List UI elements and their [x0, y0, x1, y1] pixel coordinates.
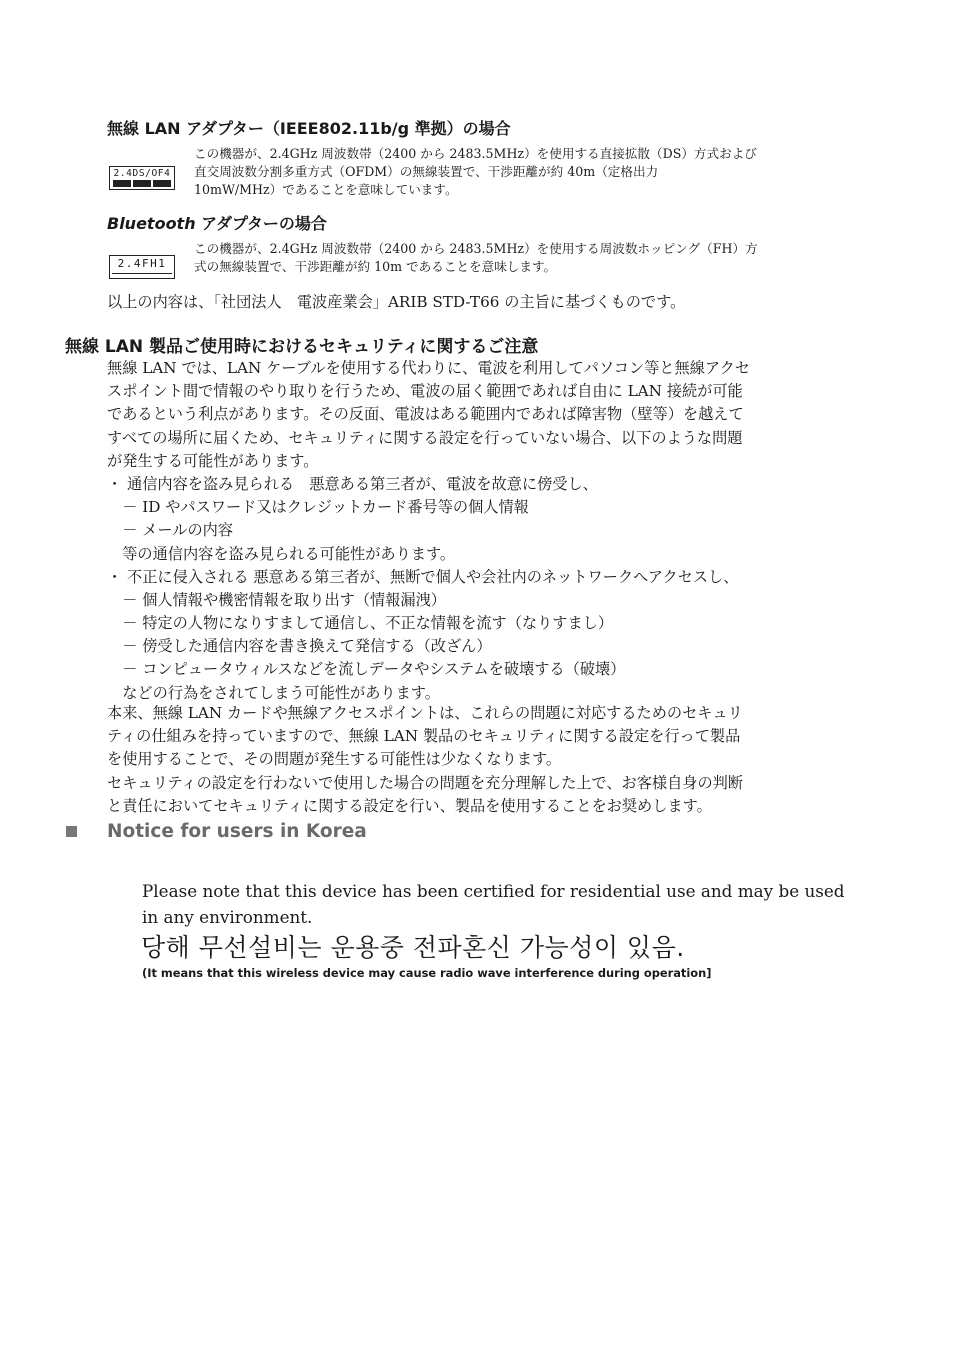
square-bullet-icon	[66, 826, 77, 837]
arib-note: 以上の内容は、「社団法人 電波産業会」ARIB STD-T66 の主旨に基づくものです。	[107, 293, 686, 311]
security-closing-line: 本来、無線 LAN カードや無線アクセスポイントは、これらの問題に対応するためのセキュリ	[107, 704, 743, 722]
wlan-heading: 無線 LAN アダプター（IEEE802.11b/g 準拠）の場合	[107, 119, 511, 138]
security-line: － 個人情報や機密情報を取り出す（情報漏洩）	[107, 590, 446, 609]
bluetooth-label-underline	[112, 273, 172, 275]
security-line: － ID やパスワード又はクレジットカード番号等の個人情報	[107, 498, 529, 517]
security-line: などの行為をされてしまう可能性があります。	[107, 683, 440, 702]
bluetooth-frequency-label	[109, 255, 175, 279]
wlan-description	[194, 145, 757, 199]
security-line: － 傍受した通信内容を書き換えて発信する（改ざん）	[107, 637, 492, 656]
wlan-label-bars	[113, 180, 171, 187]
security-closing-line: セキュリティの設定を行わないで使用した場合の問題を充分理解した上で、お客様自身の判断	[107, 773, 744, 792]
security-line: 無線 LAN では、LAN ケーブルを使用する代わりに、電波を利用してパソコン等と無線アクセ	[107, 359, 750, 377]
wlan-frequency-label	[109, 166, 175, 190]
bluetooth-heading	[107, 211, 327, 234]
security-line: － コンピュータウィルスなどを流しデータやシステムを破壊する（破壊）	[107, 660, 626, 679]
wlan-desc-line: 直交周波数分割多重方式（OFDM）の無線装置で、干渉距離が約 40m（定格出力	[194, 164, 659, 179]
security-closing	[107, 702, 743, 818]
bluetooth-heading-rest: アダプターの場合	[195, 214, 327, 233]
bluetooth-desc-line: 式の無線装置で、干渉距離が約 10m であることを意味します。	[194, 259, 557, 274]
security-line: － 特定の人物になりすまして通信し、不正な情報を流す（なりすまし）	[107, 614, 614, 633]
security-line: ・ 不正に侵入される 悪意ある第三者が、無断で個人や会社内のネットワークへアクセスし、	[107, 567, 739, 586]
security-body	[107, 357, 750, 705]
security-line: であるという利点があります。その反面、電波はある範囲内であれば障害物（壁等）を越えて	[107, 405, 744, 424]
wlan-label-code: 2.4DS/OF4	[113, 168, 171, 179]
korea-translation: (It means that this wireless device may cause radio wave interference during operation]	[142, 966, 712, 980]
security-line: ・ 通信内容を盗み見られる 悪意ある第三者が、電波を故意に傍受し、	[107, 474, 598, 493]
security-closing-line: と責任においてセキュリティに関する設定を行い、製品を使用することをお奨めします。	[107, 796, 712, 815]
wlan-desc-line: この機器が、2.4GHz 周波数帯（2400 から 2483.5MHz）を使用する直接拡散（DS）方式および	[194, 146, 757, 161]
bluetooth-description	[194, 240, 758, 276]
security-closing-line: を使用することで、その問題が発生する可能性は少なくなります。	[107, 750, 562, 769]
bluetooth-label-code: 2.4FH1	[117, 257, 167, 270]
security-closing-line: ティの仕組みを持っていますので、無線 LAN 製品のセキュリティに関する設定を行って製品	[107, 727, 741, 746]
security-line: 等の通信内容を盗み見られる可能性があります。	[107, 544, 456, 563]
security-line: － メールの内容	[107, 521, 234, 540]
security-line: が発生する可能性があります。	[107, 451, 319, 470]
security-line: すべての場所に届くため、セキュリティに関する設定を行っていない場合、以下のような問題	[107, 428, 743, 447]
bluetooth-heading-italic: Bluetooth	[107, 214, 196, 233]
security-heading: 無線 LAN 製品ご使用時におけるセキュリティに関するご注意	[65, 337, 539, 357]
korea-notice-heading: Notice for users in Korea	[107, 821, 367, 842]
security-line: スポイント間で情報のやり取りを行うため、電波の届く範囲であれば自由に LAN 接続が可能	[107, 382, 743, 401]
bluetooth-desc-line: この機器が、2.4GHz 周波数帯（2400 から 2483.5MHz）を使用する周波数ホッピング（FH）方	[194, 241, 758, 256]
wlan-desc-line: 10mW/MHz）であることを意味しています。	[194, 182, 458, 197]
korea-english-notice: Please note that this device has been certified for residential use and may be used in any environment.	[142, 881, 845, 927]
korea-korean-notice: 당해 무선설비는 운용중 전파혼신 가능성이 있음.	[141, 933, 685, 962]
